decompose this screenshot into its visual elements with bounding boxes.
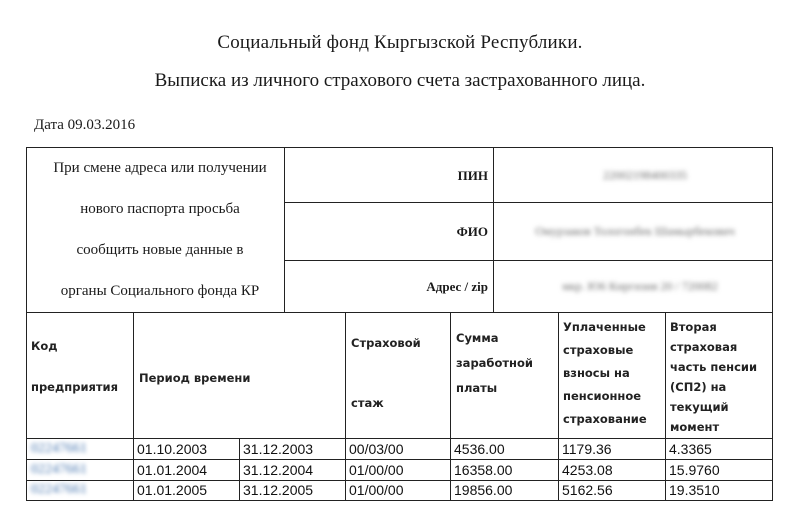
address-label: Адрес / zip [426,279,488,294]
cell-code: 02247661 [31,441,87,456]
cell-stazh: 00/03/00 [349,441,404,457]
cell-contributions: 1179.36 [562,441,612,457]
cell-earnings: 4536.00 [454,441,505,457]
cell-to: 31.12.2003 [243,441,314,457]
pin-label: ПИН [457,168,488,183]
header-contributions: Уплаченные страховые взносы на пенсионное страхование [563,320,647,426]
cell-to: 31.12.2005 [243,482,314,498]
cell-stazh: 01/00/00 [349,482,404,498]
cell-contributions: 4253.08 [562,462,613,478]
cell-code: 02247661 [31,482,87,497]
document-date: Дата 09.03.2016 [34,117,136,133]
cell-from: 01.10.2003 [137,441,208,457]
cell-sp2: 4.3365 [669,441,712,457]
cell-earnings: 19856.00 [454,482,513,498]
notice-line: При смене адреса или получении [53,160,267,176]
notice-line: нового паспорта просьба [80,201,240,217]
document-title: Выписка из личного страхового счета застрахованного лица. [154,70,646,91]
header-period: Период времени [139,371,251,385]
address-change-notice [30,148,290,312]
notice-line: сообщить новые данные в [76,242,244,258]
header-stazh: Страховой стаж [351,336,421,410]
cell-contributions: 5162.56 [562,482,613,498]
header-sp2: Вторая страховая часть пенсии (СП2) на текущий момент [670,320,758,434]
cell-earnings: 16358.00 [454,462,513,478]
fio-value: Омурзаков Тологонбек Шамырбекович [535,224,735,238]
cell-sp2: 19.3510 [669,482,720,498]
cell-sp2: 15.9760 [669,462,720,478]
cell-code: 02247661 [31,462,87,477]
header-code: Код предприятия [31,339,118,394]
cell-from: 01.01.2005 [137,482,208,498]
cell-to: 31.12.2004 [243,462,314,478]
pin-value: 22002198400335 [603,168,687,182]
header-earnings: Сумма заработной платы [456,331,533,395]
fio-label: ФИО [456,224,488,239]
notice-line: органы Социального фонда КР [60,283,260,299]
cell-stazh: 01/00/00 [349,462,404,478]
org-title: Социальный фонд Кыргызской Республики. [217,32,583,53]
cell-from: 01.01.2004 [137,462,208,478]
address-value: мкр. Ю6 Киргизия 20 / 720082 [562,279,718,293]
